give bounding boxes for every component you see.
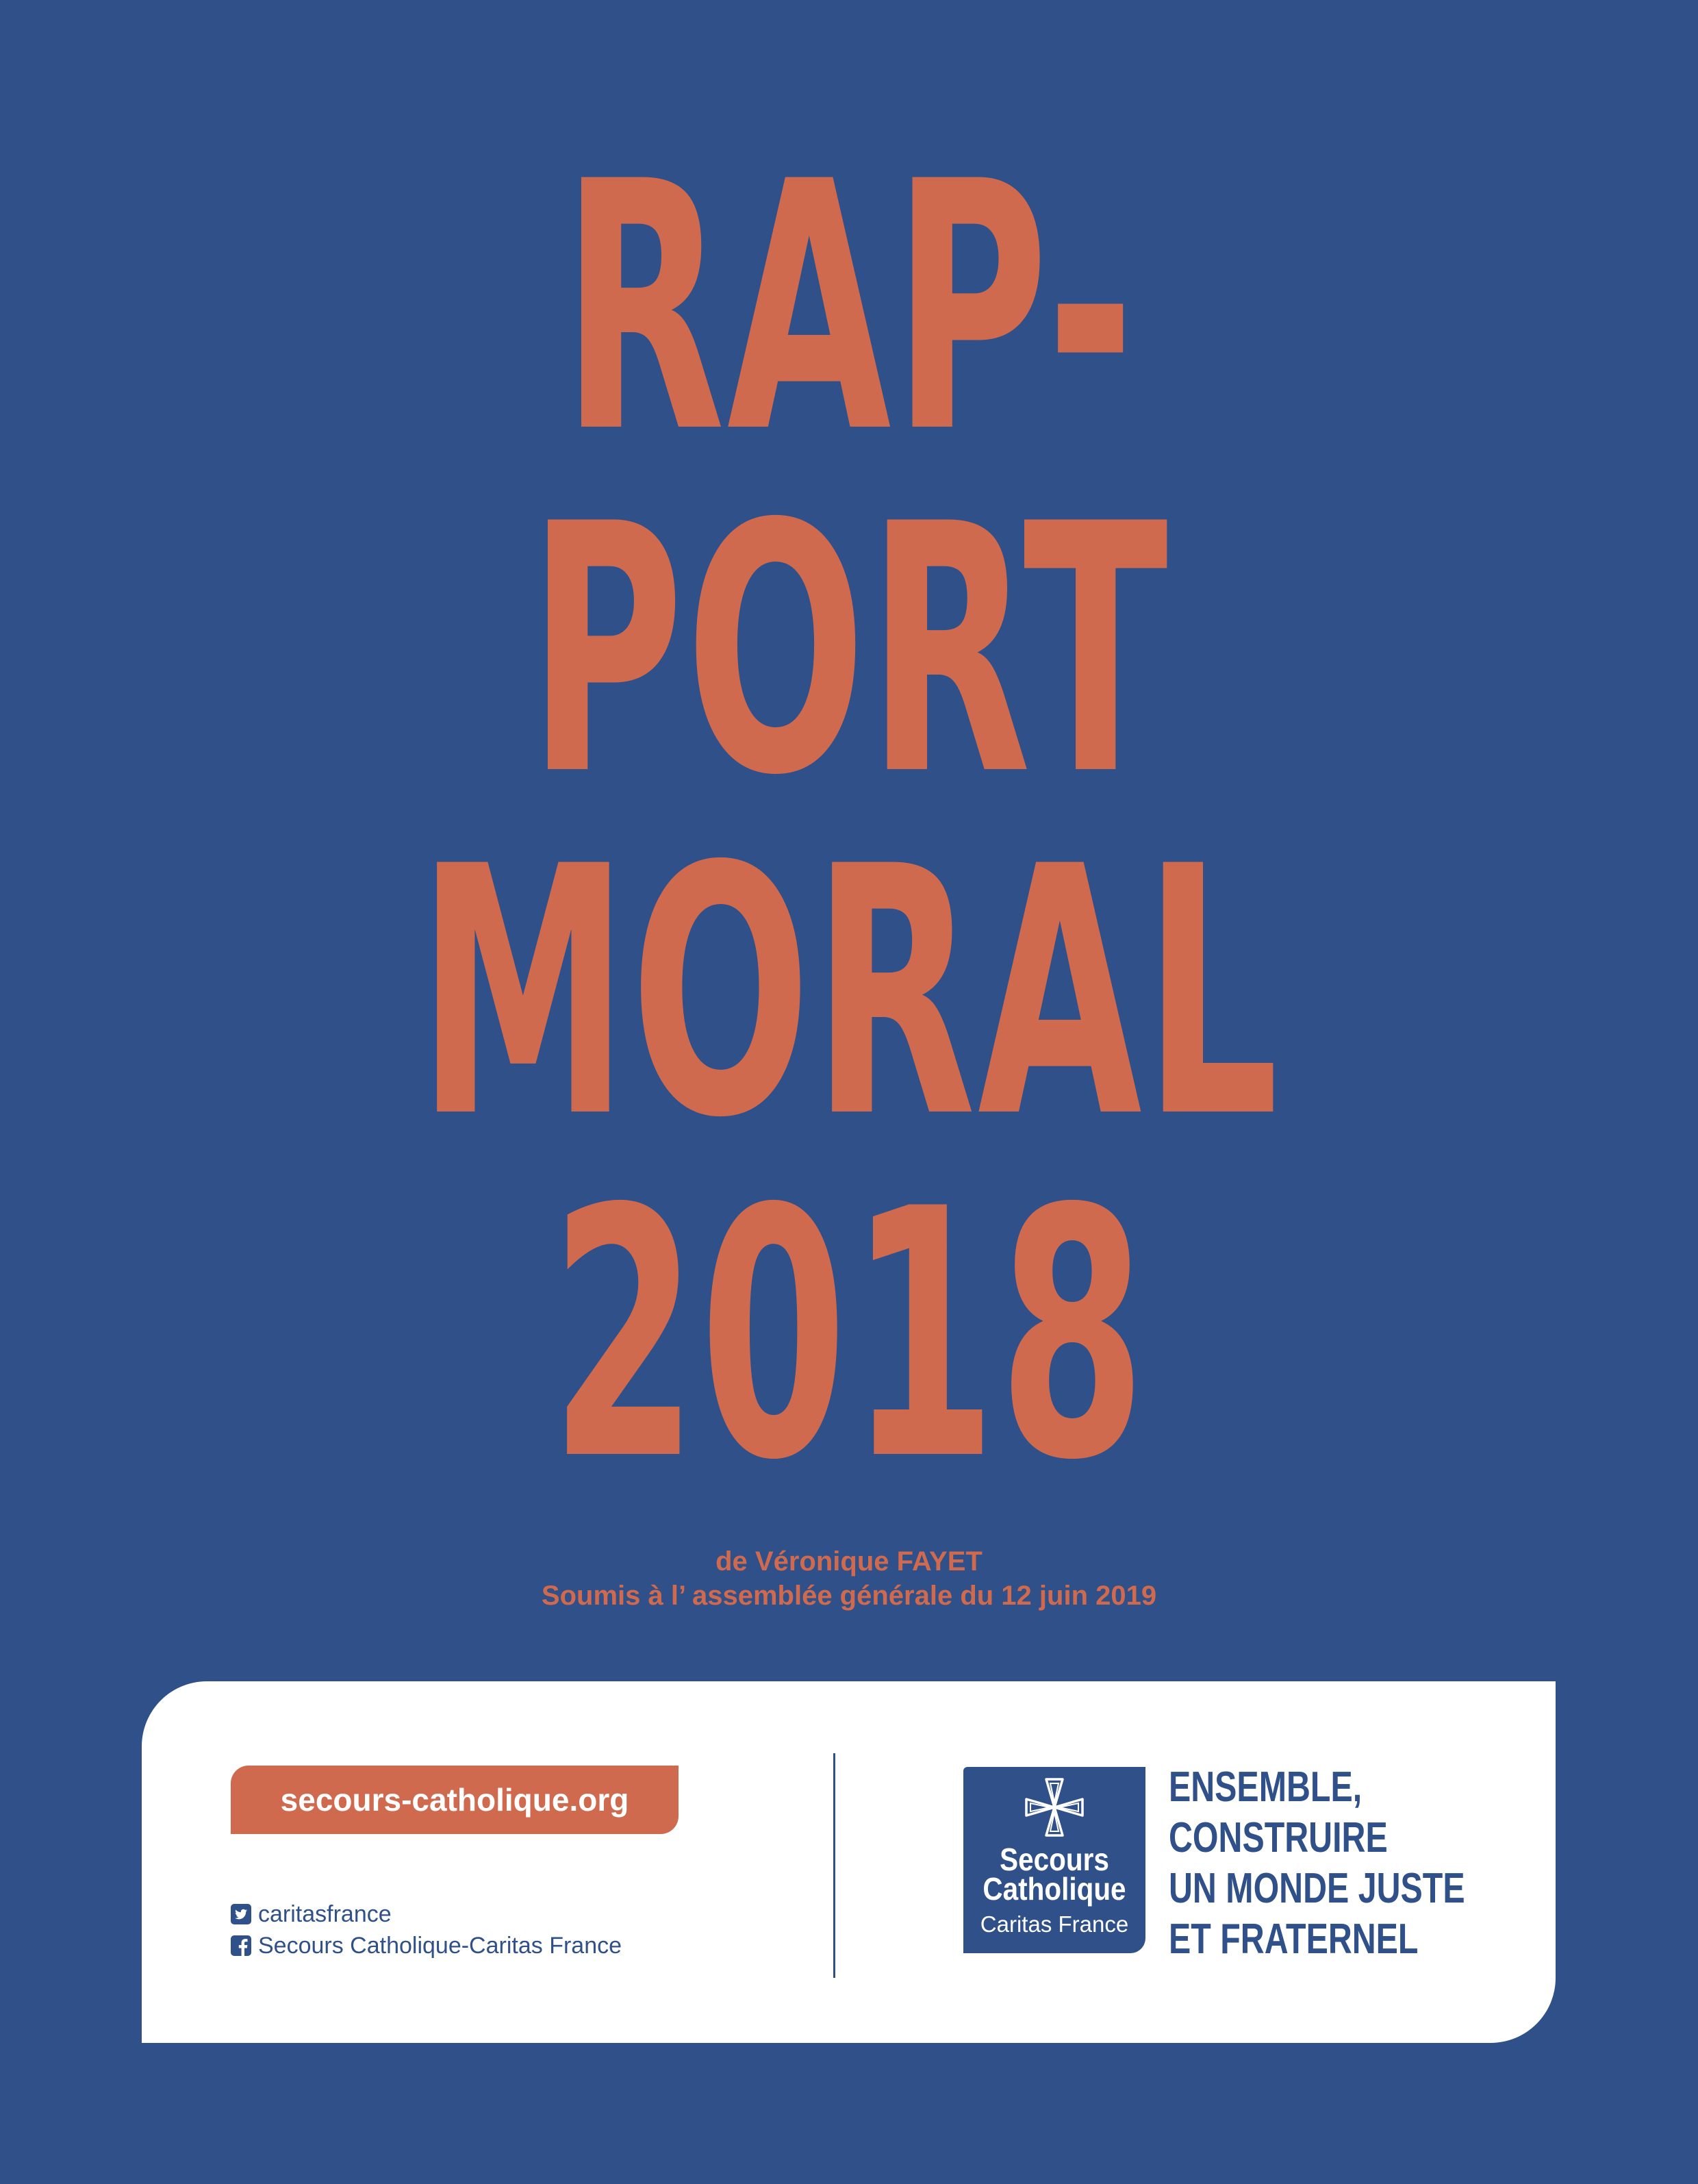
title-line-4: 2018 (550, 1136, 1148, 1535)
secours-catholique-logo (963, 1767, 1145, 1953)
twitter-icon (231, 1904, 251, 1924)
logo-text-caritas: Caritas France (980, 1911, 1129, 1937)
slogan-line-4: ET FRATERNEL (1169, 1916, 1419, 1963)
slogan-line-2: CONSTRUIRE (1169, 1814, 1388, 1861)
author-line: de Véronique FAYET (715, 1546, 983, 1577)
report-title (0, 109, 1698, 1535)
slogan (1169, 1762, 1465, 1965)
facebook-icon (231, 1935, 251, 1956)
submission-line: Soumis à l’ assemblée générale du 12 juin 2019 (541, 1581, 1157, 1611)
twitter-handle[interactable] (231, 1899, 392, 1929)
footer-divider (833, 1753, 835, 1978)
slogan-line-1: ENSEMBLE, (1169, 1763, 1363, 1811)
title-line-3: MORAL (417, 794, 1281, 1192)
title-line-2: PORT (528, 451, 1170, 850)
slogan-line-3: UN MONDE JUSTE (1169, 1865, 1465, 1912)
logo-text-catholique: Catholique (983, 1871, 1126, 1907)
cross-icon (1020, 1775, 1089, 1840)
footer-card (142, 1681, 1556, 2043)
website-link[interactable]: secours-catholique.org (231, 1766, 679, 1834)
facebook-label: Secours Catholique-Caritas France (258, 1933, 622, 1959)
facebook-page[interactable] (231, 1931, 622, 1961)
logo-text-secours: Secours (1000, 1842, 1109, 1877)
twitter-label: caritasfrance (258, 1901, 392, 1927)
title-line-1: RAP- (561, 109, 1137, 507)
